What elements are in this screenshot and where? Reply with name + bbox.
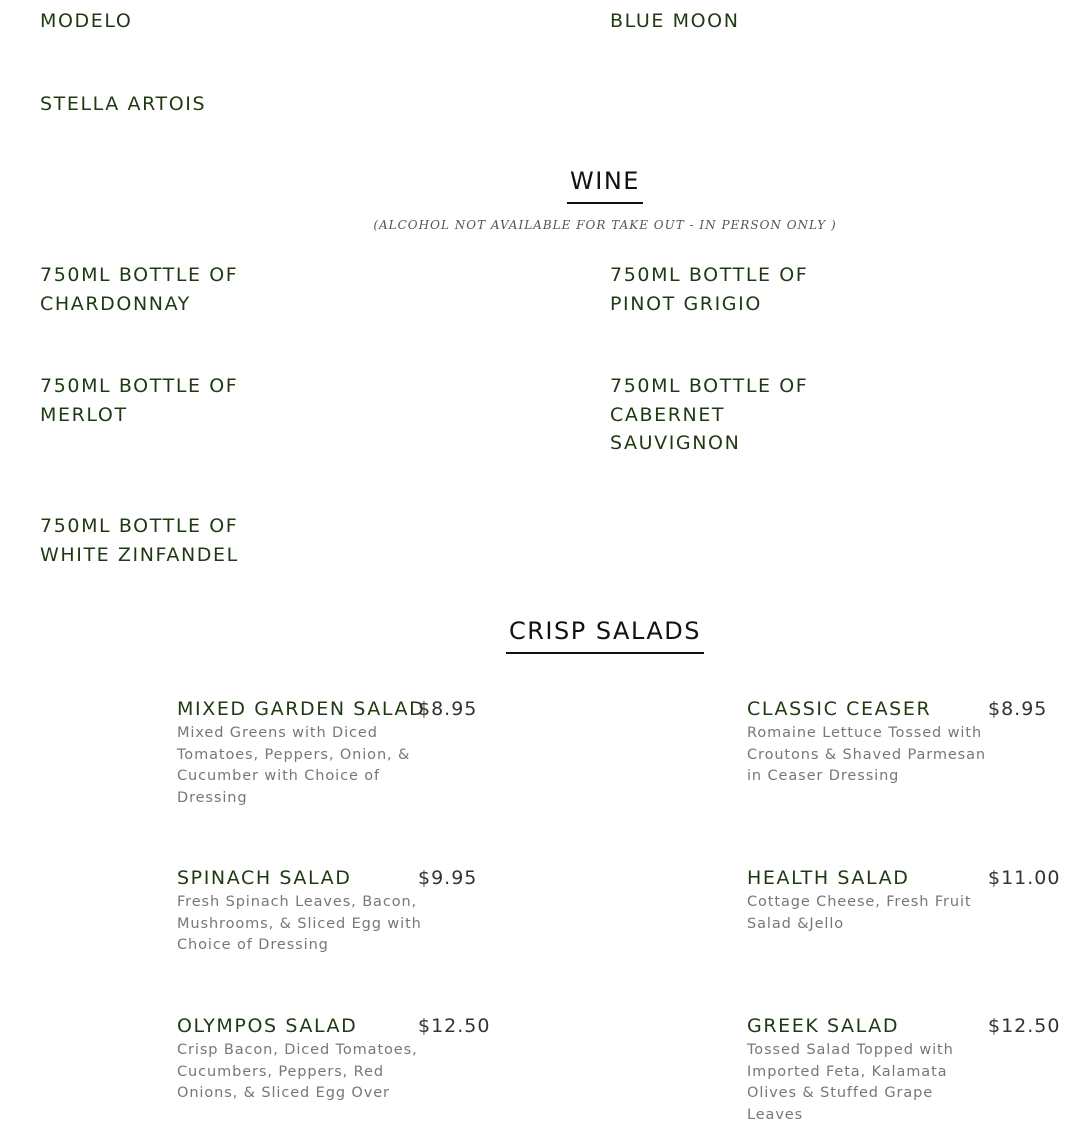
wine-item-line: SAUVIGNON <box>610 432 741 454</box>
salad-description: Mixed Greens with Diced Tomatoes, Peppers, Onion, & Cucumber with Choice of Dressing <box>177 725 411 806</box>
salad-price: $12.50 <box>988 1015 1061 1037</box>
wine-section-header <box>0 166 1090 204</box>
beer-item-modelo: MODELO <box>40 10 133 32</box>
salads-section-title: CRISP SALADS <box>506 616 704 654</box>
wine-section-note: (ALCOHOL NOT AVAILABLE FOR TAKE OUT - IN PERSON ONLY ) <box>373 218 837 232</box>
wine-item-line: 750ML BOTTLE OF <box>610 264 809 286</box>
salad-price: $8.95 <box>418 698 478 720</box>
wine-item-pinot-grigio <box>610 261 808 318</box>
wine-item-line: 750ML BOTTLE OF <box>40 264 239 286</box>
wine-item-line: 750ML BOTTLE OF <box>610 375 809 397</box>
wine-item-line: MERLOT <box>40 403 128 426</box>
salad-name: SPINACH SALAD <box>177 867 352 889</box>
wine-item-merlot <box>40 372 238 429</box>
wine-item-line: PINOT GRIGIO <box>610 292 762 315</box>
wine-item-line: 750ML BOTTLE OF <box>40 515 239 537</box>
wine-item-line: CHARDONNAY <box>40 292 191 315</box>
salad-price: $12.50 <box>418 1015 491 1037</box>
salad-name: OLYMPOS SALAD <box>177 1015 358 1037</box>
wine-item-line: WHITE ZINFANDEL <box>40 543 239 566</box>
beer-item-blue-moon: BLUE MOON <box>610 10 740 32</box>
salad-price: $11.00 <box>988 867 1061 889</box>
salad-description: Crisp Bacon, Diced Tomatoes, Cucumbers, Peppers, Red Onions, & Sliced Egg Over <box>177 1042 418 1101</box>
salad-description: Romaine Lettuce Tossed with Croutons & Shaved Parmesan in Ceaser Dressing <box>747 725 987 784</box>
salad-price: $8.95 <box>988 698 1048 720</box>
wine-item-white-zinfandel <box>40 512 239 569</box>
salad-name: CLASSIC CEASER <box>747 698 932 720</box>
salad-name: HEALTH SALAD <box>747 867 910 889</box>
salad-description: Cottage Cheese, Fresh Fruit Salad &Jello <box>747 894 972 932</box>
wine-item-line: CABERNET <box>610 403 726 426</box>
wine-item-line: 750ML BOTTLE OF <box>40 375 239 397</box>
wine-item-cabernet-sauvignon <box>610 372 808 458</box>
salad-description: Fresh Spinach Leaves, Bacon, Mushrooms, & Sliced Egg with Choice of Dressing <box>177 894 422 953</box>
salad-name: GREEK SALAD <box>747 1015 900 1037</box>
salads-section-header <box>0 616 1090 654</box>
wine-item-chardonnay <box>40 261 238 318</box>
beer-item-stella-artois: STELLA ARTOIS <box>40 93 207 115</box>
salad-price: $9.95 <box>418 867 478 889</box>
salad-description: Tossed Salad Topped with Imported Feta, Kalamata Olives & Stuffed Grape Leaves <box>747 1042 954 1123</box>
salad-name: MIXED GARDEN SALAD <box>177 698 426 720</box>
wine-section-title: WINE <box>567 166 643 204</box>
